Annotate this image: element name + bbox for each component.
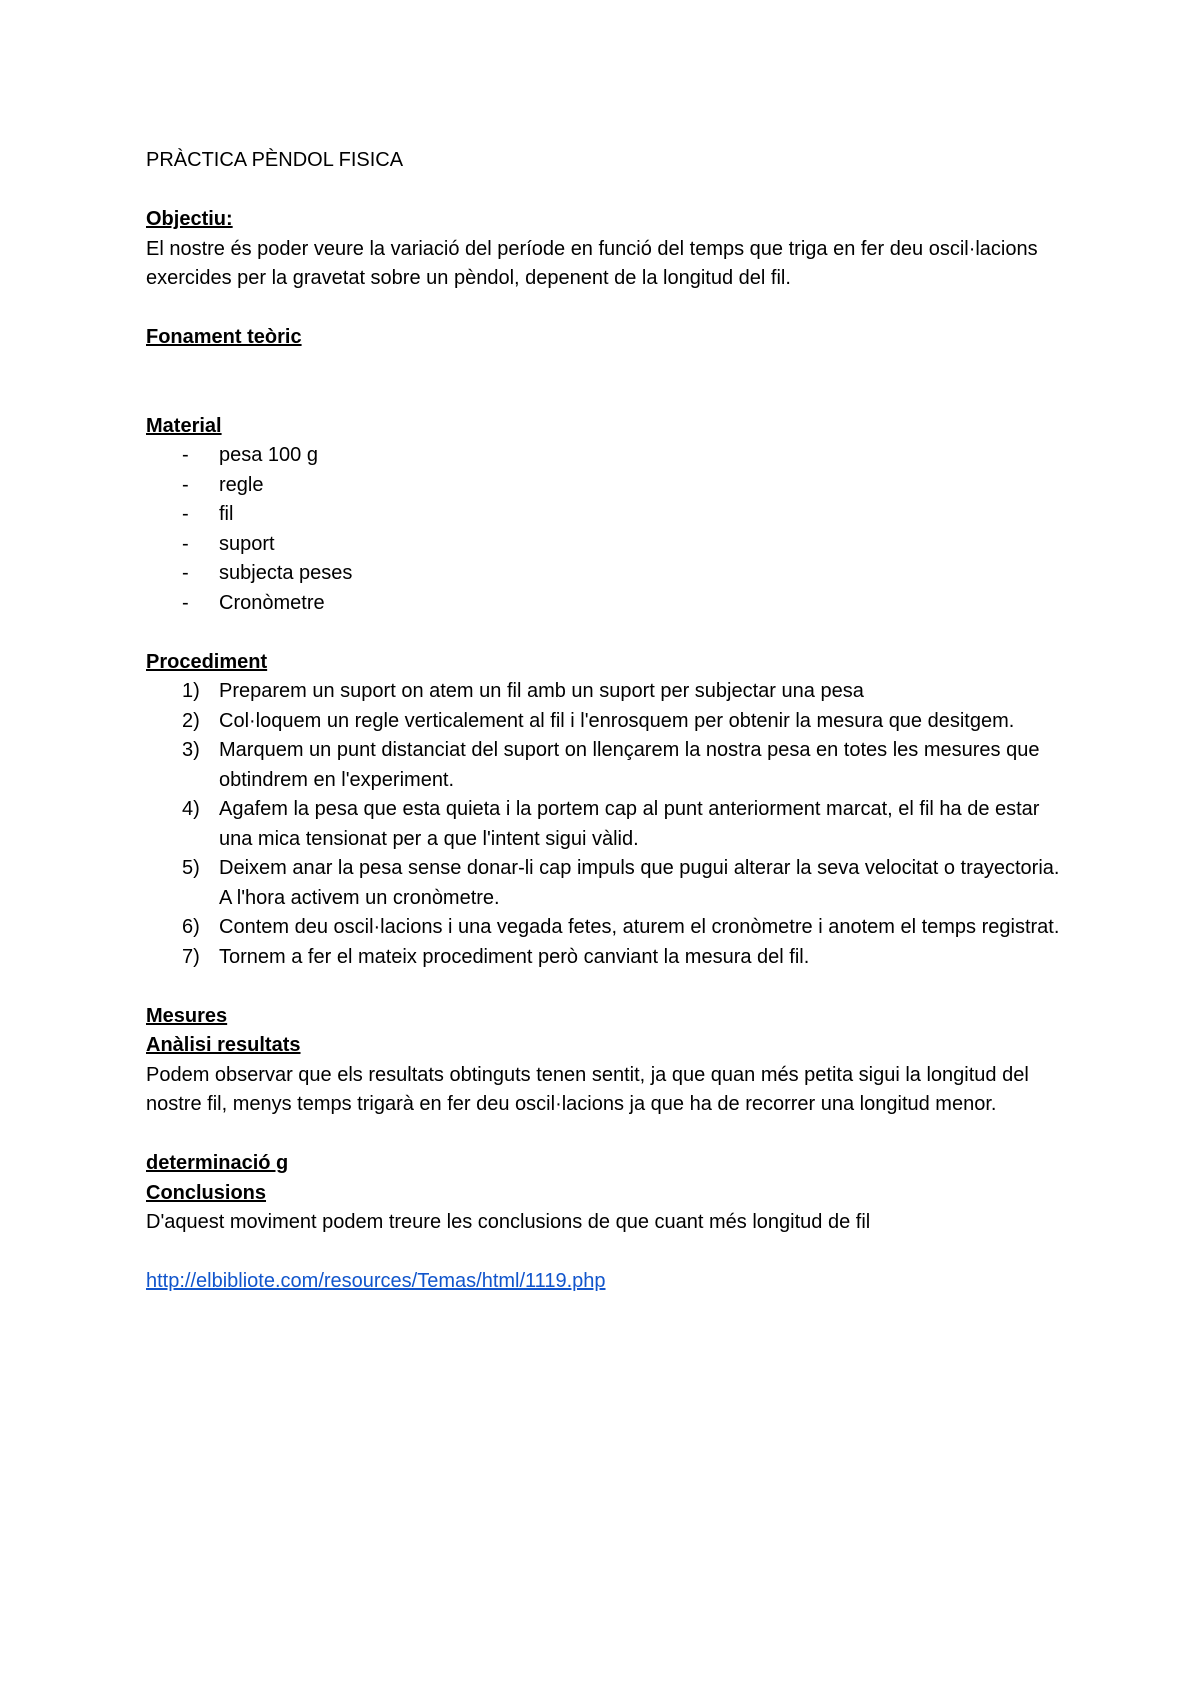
analysis-text: Podem observar que els resultats obtinguts tenen sentit, ja que quan més petita sigui la longitud del nostre fil, menys temps trigarà en fer deu oscil·lacions ja que ha de recorrer una longitud menor. [146, 1063, 1029, 1115]
procedure-heading: Procediment [146, 650, 268, 673]
step-text: Contem deu oscil·lacions i una vegada fetes, aturem el cronòmetre i anotem el temps registrat. [219, 916, 1060, 938]
blank-line [146, 1238, 1066, 1268]
procedure-step [146, 677, 1066, 707]
step-number: 6) [182, 916, 200, 938]
step-text: Marquem un punt distanciat del suport on llençarem la nostra pesa en totes les mesures que obtindrem en l'experiment. [219, 739, 1040, 791]
step-number: 1) [182, 680, 200, 702]
list-item [146, 559, 1066, 589]
blank-line [146, 176, 1066, 206]
procedure-list [146, 677, 1066, 972]
list-marker: - [182, 473, 189, 496]
procedure-step [146, 913, 1066, 943]
procedure-step [146, 795, 1066, 854]
reference-line [146, 1267, 1066, 1297]
list-item-text: subjecta peses [219, 562, 353, 584]
blank-lines [146, 353, 1066, 412]
list-item-text: regle [219, 473, 264, 496]
blank-line [146, 972, 1066, 1002]
step-number: 7) [182, 945, 200, 968]
conclusions-heading: Conclusions [146, 1181, 267, 1204]
step-text: Agafem la pesa que esta quieta i la portem cap al punt anteriorment marcat, el fil ha de estar una mica tensionat per a que l'intent sigui vàlid. [219, 798, 1040, 850]
procedure-step [146, 707, 1066, 737]
list-marker: - [182, 562, 189, 584]
list-item-text: fil [219, 503, 234, 525]
list-item [146, 471, 1066, 501]
objective-heading: Objectiu: [146, 208, 233, 230]
material-heading: Material [146, 414, 222, 437]
blank-line [146, 294, 1066, 324]
procedure-step [146, 854, 1066, 913]
blank-line [146, 1120, 1066, 1150]
step-number: 2) [182, 709, 200, 732]
list-marker: - [182, 532, 189, 555]
material-list [146, 441, 1066, 618]
theory-heading: Fonament teòric [146, 326, 302, 348]
document-title: PRÀCTICA PÈNDOL FISICA [146, 149, 404, 171]
procedure-step [146, 943, 1066, 973]
list-item-text: pesa 100 g [219, 444, 318, 466]
measures-heading: Mesures [146, 1004, 228, 1027]
step-text: Preparem un suport on atem un fil amb un suport per subjectar una pesa [219, 680, 864, 702]
objective-text: El nostre és poder veure la variació del període en funció del temps que triga en fer deu oscil·lacions exercides per la gravetat sobre un pèndol, depenent de la longitud del fil. [146, 237, 1038, 289]
procedure-step [146, 736, 1066, 795]
document-page [146, 146, 1066, 1297]
step-number: 5) [182, 857, 200, 879]
list-item [146, 530, 1066, 560]
step-number: 4) [182, 798, 200, 820]
reference-link[interactable]: http://elbibliote.com/resources/Temas/html/1119.php [146, 1270, 606, 1292]
step-text: Col·loquem un regle verticalement al fil i l'enrosquem per obtenir la mesura que desitgem. [219, 709, 1015, 732]
list-marker: - [182, 591, 189, 614]
step-number: 3) [182, 739, 200, 761]
step-text: Tornem a fer el mateix procediment però canviant la mesura del fil. [219, 945, 810, 968]
step-text: Deixem anar la pesa sense donar-li cap impuls que pugui alterar la seva velocitat o trayectoria. A l'hora activem un cronòmetre. [219, 857, 1060, 909]
determination-heading: determinació g [146, 1152, 289, 1174]
blank-line [146, 618, 1066, 648]
analysis-heading: Anàlisi resultats [146, 1034, 301, 1056]
list-item [146, 500, 1066, 530]
list-item-text: Cronòmetre [219, 591, 325, 614]
list-marker: - [182, 503, 189, 525]
conclusions-text: D'aquest moviment podem treure les conclusions de que cuant més longitud de fil [146, 1211, 871, 1233]
list-item [146, 441, 1066, 471]
list-marker: - [182, 444, 189, 466]
list-item [146, 589, 1066, 619]
list-item-text: suport [219, 532, 275, 555]
